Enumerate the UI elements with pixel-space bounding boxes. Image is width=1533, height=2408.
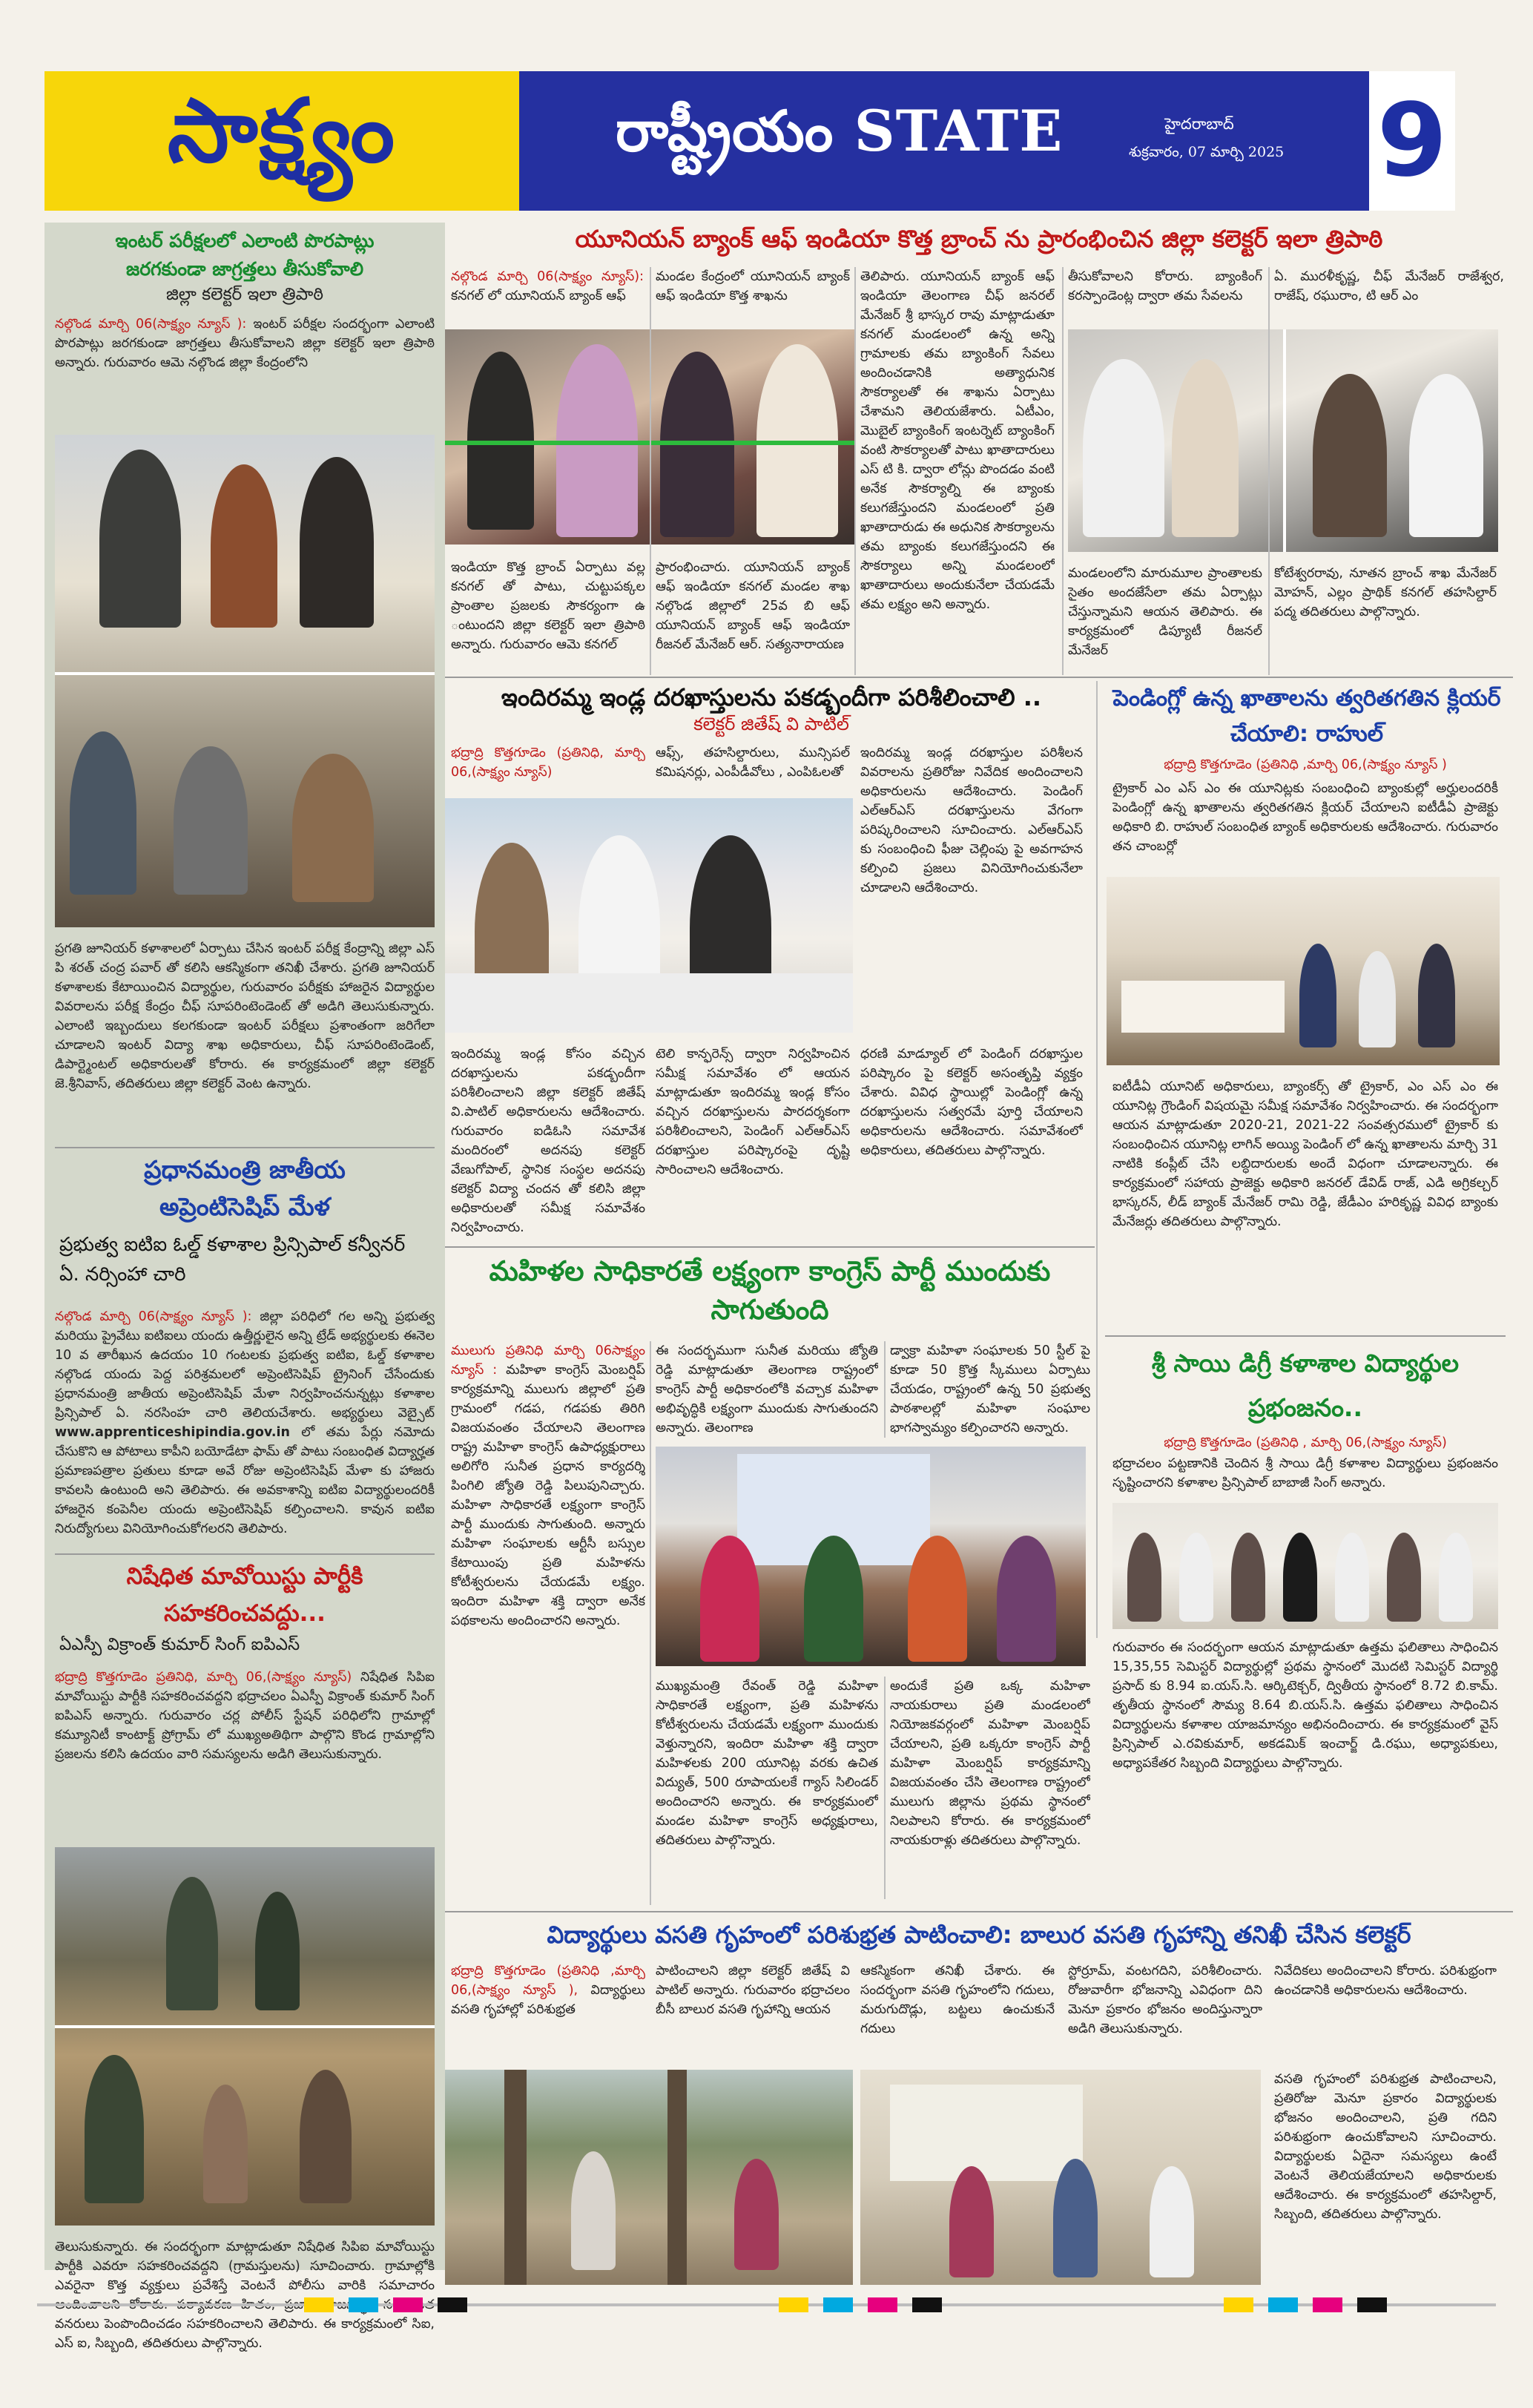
sidebar-story3-dateline: భద్రాద్రి కొత్తగూడెం ప్రతినిధి, మార్చి 06,(సాక్ష్యం న్యూస్) (55, 1670, 352, 1685)
congress-headline: మహిళల సాధికారతే లక్ష్యంగా కాంగ్రెస్ పార్టీ ముందుకు సాగుతుంది (489, 1255, 1051, 1326)
hostel-col4: స్టోర్రూమ్, వంటగదిని, పరిశీలించారు. రోజువారీగా భోజనాన్ని ఎవిధంగా దిని మెనూ ప్రకారం భోజనం అందిస్తున్నారా అడిగి తెలుసుకున్నారు. (1068, 1964, 1262, 2036)
header-city: హైదరాబాద్ (1164, 115, 1234, 133)
sidebar-story3-byline: ఏఎస్పీ విక్రాంత్ కుమార్ సింగ్ ఐపిఎస్ (59, 1635, 300, 1654)
sidebar-story2-body (55, 1307, 435, 1545)
sidebar-story3-body-text: నిషేధిత సిపిఐ మావోయిస్టు పార్టీకి సహకరించవద్దని భద్రాచలం ఏఎస్పీ విక్రాంత్ కుమార్ సింగ్ ఐపిఎస్ అన్నారు. గురువారం చర్ల పోలీస్ స్టేషన్ పరిధిలోని గ్రామాల్లో కమ్యూనిటీ కాంటాక్ట్ ప్రోగ్రామ్ లో ముఖ్యఅతిథిగా పాల్గొని కొండ గ్రామాల్లోని ప్రజలను కలిసి ఉదయం వారి సమస్యలను అడిగి తెలుసుకున్నారు. (55, 1670, 435, 1762)
hostel-col1 (451, 1961, 645, 2058)
sidebar-photo-exam (55, 435, 435, 927)
indiramma-byline: కలెక్టర్ జితేష్ వి పాటిల్ (693, 714, 849, 734)
sidebar-story1-lead (55, 315, 435, 374)
sai-degree-lead: భద్రాచలం పట్టణానికి చెందిన శ్రీ సాయి డిగ్రీ కళాశాల విద్యార్థులు ప్రభంజనం సృష్టించారని కళాశాల ప్రిన్సిపాల్ బాబాజీ సింగ్ అన్నారు. (1112, 1456, 1498, 1490)
sidebar-story2-dateline: నల్గొండ మార్చి 06(సాక్ష్యం న్యూస్ ): (55, 1309, 252, 1324)
hostel-col1-text: విద్యార్థులు వసతి గృహాల్లో పరిశుభ్రత (451, 1983, 645, 2017)
congress-col3: డ్వాక్రా మహిళా సంఘాలకు 50 స్టీల్ పై కూడా 50 క్రొత్త స్కీములు ఏర్పాటు చేయడం, రాష్ట్రంలో ఉన్న 50 ప్రభుత్వ పాఠశాలల్లో మహిళా సంఘాల భాగస్వామ్యం కల్పించారని అన్నారు. (890, 1343, 1090, 1435)
pending-accounts-dateline: భద్రాద్రి కొత్తగూడెం (ప్రతినిధి ,మార్చి 06,(సాక్ష్యం న్యూస్ ) (1164, 757, 1447, 772)
union-bank-lower-col4: మండలంలోని మారుమూల ప్రాంతాలకు సైతం అందజేసేలా తమ ఏర్పాట్లు చేస్తున్నామని ఆయన తెలిపారు. ఈ కార్యక్రమంలో డిప్యూటీ రీజనల్ మేనేజర్ (1068, 566, 1262, 658)
hostel-headline: విద్యార్థులు వసతి గృహంలో పరిశుభ్రత పాటించాలి: బాలుర వసతి గృహాన్ని తనిఖీ చేసిన కలెక్టర్ (547, 1921, 1411, 1949)
sidebar-story2-headline: ప్రధానమంత్రి జాతీయ అప్రెంటిసెషిప్ మేళ (144, 1155, 346, 1221)
header-date: శుక్రవారం, 07 మార్చి 2025 (1129, 144, 1285, 160)
sidebar-story3-headline: నిషేధిత మావోయిస్టు పార్టీకి సహకరించవద్దు... (126, 1563, 363, 1627)
congress-col2: ఈ సందర్భముగా సునీత మరియు జ్యోతి రెడ్డి మాట్లాడుతూ తెలంగాణ రాష్ట్రంలో కాంగ్రెస్ పార్టీ అధికారంలోకి వచ్చాక మహిళా అభివృద్ధికి లక్ష్యంగా ముందుకు సాగుతుందని అన్నారు. తెలంగాణ (656, 1343, 878, 1435)
sidebar-story1-byline: జిల్లా కలెక్టర్ ఇలా త్రిపాఠి (165, 285, 324, 304)
sidebar-story1-dateline: నల్గొండ మార్చి 06(సాక్ష్యం న్యూస్ ): (55, 317, 247, 332)
indiramma-headline: ఇందిరమ్మ ఇండ్ల దరఖాస్తులను పకడ్బందీగా పరిశీలించాలి .. (501, 683, 1042, 711)
sidebar-story2-body-text2: లో తమ పేర్లు నమోదు చేసుకొని ఆ పోటాలు కాపీని బయోడేటా ఫామ్ తో పాటు సంబంధిత విద్యార్హత ప్రమాణపత్రాల ప్రతులు కూడా అవే రోజు అప్రెంటిసెషిప్ మేళా కు హాజరు కావలసి ఉంటుంది అని తెలిపారు. ఈ అవకాశాన్ని ఐటిఐ విద్యార్థులందరికీ హాజరైన కంపెనీల యందు అప్రెంటిసెషిప్ కల్పించాలని. కావున ఐటిఐ నిరుద్యోగులు వినియోగించుకోగలరని తెలిపారు. (55, 1425, 435, 1536)
union-bank-lower-col1: ఇండియా కొత్త బ్రాంచ్ ఏర్పాటు వల్ల కనగల్ తో పాటు, చుట్టుపక్కల ప్రాంతాల ప్రజలకు సౌకర్యంగా ఉ ంటుందని జిల్లా కలెక్టర్ ఇలా త్రిపాఠి అన్నారు. గురువారం ఆమె కనగల్ (451, 560, 645, 652)
sidebar-story2-body-text: జిల్లా పరిధిలో గల అన్ని ప్రభుత్వ మరియు ప్రైవేటు ఐటిఐలు యందు ఉత్తీర్ణులైన అన్ని ట్రేడ్ అభ్యర్థులకు ఈనెల 10 వ తారీఖున ఉదయం 10 గంటలకు ప్రభుత్వ ఐటిఐ, ఓల్డ్ కళాశాల నల్గొండ యందు పెద్ద పరిశ్రమలలో అప్రెంటిసెషిప్ ట్రైనింగ్ చేసేందుకు ప్రధానమంత్రి జాతీయ అప్రెంటిసెషిప్ మేళా నిర్వహించనున్నట్లు కళాశాల ప్రిన్సిపాల్ ఏ. నరసింహ చారి తెలియచేశారు. అభ్యర్థులు వెబ్సైట్ (55, 1309, 435, 1421)
union-bank-lower-col2: ప్రారంభించారు. యూనియన్ బ్యాంక్ ఆఫ్ ఇండియా కనగల్ మండల శాఖ నల్గొండ జిల్లాలో 25వ బి ఆఫ్ యూనియన్ బ్యాంక్ ఆఫ్ ఇండియా రీజనల్ మేనేజర్ ఆర్. సత్యనారాయణ (656, 560, 850, 652)
congress-col1 (451, 1341, 645, 1905)
page-number-box (1369, 71, 1455, 211)
sidebar-story2-website: www.apprenticeshipindia.gov.in (55, 1425, 290, 1440)
print-registration-bar (37, 2296, 1496, 2314)
union-bank-col4: తీసుకోవాలని కోరారు. బ్యాంకింగ్ కరస్పాండెంట్ల ద్వారా తమ సేవలను (1068, 269, 1262, 303)
hostel-dateline: భద్రాద్రి కొత్తగూడెం (ప్రతినిధి ,మార్చి 06,(సాక్ష్యం న్యూస్ ), (451, 1964, 645, 1998)
sidebar-story1-body: ప్రగతి జూనియర్ కళాశాలలో ఏర్పాటు చేసిన ఇంటర్ పరీక్ష కేంద్రాన్ని జిల్లా ఎస్ పి శరత్ చంద్ర పవార్ తో కలిసి ఆకస్మికంగా తనిఖీ చేశారు. ప్రగతి జూనియర్ కళాశాలకు కేటాయించిన విద్యార్థుల, గురువారం పరీక్షకు హాజరైన విద్యార్థుల వివరాలను పరీక్ష కేంద్రం చీఫ్ సూపరింటెండెంట్ తో అడిగి తెలుసుకున్నారు. ఎలాంటి ఇబ్బందులు కలగకుండా ఇంటర్ పరీక్షలు ప్రశాంతంగా జరిగేలా చూడాలని ఇంటర్ విద్యా శాఖ అధికారులు, చీఫ్ సూపరింటెండెంట్, డిపార్ట్మెంటల్ అధికారులతో కోరారు. ఈ కార్యక్రమంలో జిల్లా కలెక్టర్ జె.శ్రీనివాస్, తదితరులు జిల్లా కలెక్టర్ వెంట ఉన్నారు. (55, 941, 435, 1091)
sai-degree-body: గురువారం ఈ సందర్భంగా ఆయన మాట్లాడుతూ ఉత్తమ ఫలితాలు సాధించిన 15,35,55 సెమిస్టర్ విద్యార్థుల్లో ప్రథమ స్థానంలో మొదటి సెమిస్టర్ విద్యార్థి ప్రసాద్ కు 8.94 ఐ.యస్.సి. ఆర్కిటెక్చర్, ద్వితీయ స్థానంలో 8.72 బి.కామ్. తృతీయ స్థానంలో సౌమ్య 8.64 బి.యస్.సి. ఉత్తమ ఫలితాలు సాధించిన విద్యార్థులను కళాశాల యాజమాన్యం అభినందించారు. ఈ కార్యక్రమంలో వైస్ ప్రిన్సిపాల్ ఎ.రవికుమార్, అకడమిక్ ఇంచార్జ్ డి.రఘు, అధ్యాపకులు, అధ్యాపకేతర సిబ్బంది విద్యార్థులు పాల్గొన్నారు. (1112, 1640, 1498, 1771)
hostel-photo-room (860, 2070, 1261, 2285)
union-bank-headline: యూనియన్ బ్యాంక్ ఆఫ్ ఇండియా కొత్త బ్రాంచ్ ను ప్రారంభించిన జిల్లా కలెక్టర్ ఇలా త్రిపాఠి (575, 225, 1383, 253)
congress-lower-col2: ముఖ్యమంత్రి రేవంత్ రెడ్డి మహిళా సాధికారతే లక్ష్యంగా, ప్రతి మహిళను కోటీశ్వరులను చేయడమే లక్ష్యంగా ముందుకు వెళ్తున్నారని, ఇందిరా మహిళా శక్తి ద్వారా మహిళలకు 200 యూనిట్ల వరకు ఉచిత విద్యుత్, 500 రూపాయలకే గ్యాస్ సిలిండర్ అందించారని అన్నారు. ఈ కార్యక్రమంలో మండల మహిళా కాంగ్రెస్ అధ్యక్షురాలు, తదితరులు పాల్గొన్నారు. (656, 1679, 878, 1848)
congress-dateline: ములుగు ప్రతినిధి మార్చి 06సాక్ష్యం న్యూస్ : (451, 1343, 645, 1378)
indiramma-lower-col3: ధరణి మాడ్యూల్ లో పెండింగ్ దరఖాస్తుల పరిష్కారం పై కలెక్టర్ అసంతృప్తి వ్యక్తం చేశారు. వివిధ స్థాయిల్లో పెండింగ్లో ఉన్న దరఖాస్తులను సత్వరమే పూర్తి చేయాలని అధికారులను ఆదేశించారు. సమావేశంలో అధికారులు, తదితరులు పాల్గొన్నారు. (860, 1047, 1083, 1158)
pending-accounts-headline: పెండింగ్లో ఉన్న ఖాతాలను త్వరితగతిన క్లియర్ చేయాలి: రాహుల్ (1112, 685, 1501, 747)
indiramma-lower-col1: ఇందిరమ్మ ఇండ్ల కోసం వచ్చిన దరఖాస్తులను పకడ్బందీగా పరిశీలించాలని జిల్లా కలెక్టర్ జితేష్ వి.పాటిల్ అధికారులను ఆదేశించారు. గురువారం ఐడిఓసి సమావేశ మందిరంలో అదనపు కలెక్టర్ వేణుగోపాల్, స్థానిక సంస్థల అదనపు కలెక్టర్ విద్యా చందన తో కలిసి జిల్లా అధికారులతో సమీక్ష సమావేశం నిర్వహించారు. (451, 1047, 645, 1235)
hostel-col2: పాటించాలని జిల్లా కలెక్టర్ జితేష్ వి పాటిల్ అన్నారు. గురువారం భద్రాచలం బీసీ బాలుర వసతి గృహాన్ని ఆయన (656, 1964, 850, 2017)
congress-photo-women (656, 1447, 1086, 1666)
union-bank-col1 (451, 267, 644, 326)
indiramma-photo-review (445, 798, 853, 1033)
sai-degree-dateline: భద్రాద్రి కొత్తగూడెం (ప్రతినిధి , మార్చి 06,(సాక్ష్యం న్యూస్) (1164, 1435, 1447, 1450)
pending-accounts-body: ఐటీడీఏ యూనిట్ అధికారులు, బ్యాంకర్స్ తో ట్రైకార్, ఎం ఎస్ ఎం ఈ యూనిట్ల గ్రౌండింగ్ విషయమై సమీక్ష సమావేశం నిర్వహించారు. ఈ సందర్భంగా ఆయన మాట్లాడుతూ 2020-21, 2021-22 సంవత్సరములో ట్రైకార్ కు సంబంధించిన యూనిట్ల లాగిన్ అయ్యి పెండింగ్ లో ఉన్న ఖాతాలను మార్చి 31 నాటికి కంప్లీట్ చేసి లబ్ధిదారులకు అందే విధంగా చూడాలన్నారు. ఈ కార్యక్రమంలో సహాయ ప్రాజెక్టు అధికారి జనరల్ డేవిడ్ రాజ్, ఎడి అగ్రికల్చర్ భాస్కరన్, లీడ్ బ్యాంక్ మేనేజర్ రామి రెడ్డి, జేడీఎం హరికృష్ణ వివిధ బ్యాంకు మేనేజర్లు తదితరులు పాల్గొన్నారు. (1112, 1079, 1498, 1229)
section-title: రాష్ట్రీయం STATE (616, 98, 1064, 164)
masthead-box (44, 71, 519, 211)
masthead-title: సాక్ష్యం (167, 79, 397, 182)
hostel-lower: వసతి గృహంలో పరిశుభ్రత పాటించాలని, ప్రతిరోజు మెనూ ప్రకారం విద్యార్థులకు భోజనం అందించాలని, ప్రతి గదిని పరిశుభ్రంగా ఉంచుకోవాలని సూచించారు. విద్యార్థులకు ఏదైనా సమస్యలు ఉంటే వెంటనే తెలియజేయాలని అధికారులకు ఆదేశించారు. ఈ కార్యక్రమంలో తహసిల్దార్, సిబ్బంది, తదితరులు పాల్గొన్నారు. (1274, 2072, 1497, 2222)
union-bank-col3: తెలిపారు. యూనియన్ బ్యాంక్ ఆఫ్ ఇండియా తెలంగాణ చీఫ్ జనరల్ మేనేజర్ శ్రీ భాస్కర రావు మాట్లాడుతూ కనగల్ మండలంలో ఉన్న అన్ని గ్రామాలకు తమ బ్యాంకింగ్ సేవలు అందించడానికి అత్యాధునిక సౌకర్యాలతో ఈ శాఖను ఏర్పాటు చేశామని తెలియజేశారు. ఏటీఎం, మొబైల్ బ్యాంకింగ్ ఇంటర్నెట్ బ్యాంకింగ్ వంటి సౌకర్యాలతో పాటు ఖాతాదారులు ఎస్ టి కి. ద్వారా లోన్లు పొందడం వంటి అనేక సౌకర్యాల్ని ఈ బ్యాంకు కలుగజేస్తుందని మండలంలో ప్రతి ఖాతాదారుడు ఈ అధునిక సౌకర్యాలను తమ బ్యాంకు కలుగజేస్తుందని ఈ సౌకర్యాలు అన్ని మండలంలో ఖాతాదారులు అందుకునేలా చేయడమే తమ లక్ష్యం అని అన్నారు. (860, 269, 1055, 612)
sidebar-photo-police (55, 1847, 435, 2226)
indiramma-col2: ఆఫ్స్, తహసిల్దారులు, మున్సిపల్ కమిషనర్లు, ఎంపీడీవోలు , ఎంపిఓలతో (656, 746, 850, 780)
indiramma-lower-col2: టెలి కాన్ఫరెన్స్ ద్వారా నిర్వహించిన సమీక్ష సమావేశం లో ఆయన మాట్లాడుతూ ఇందిరమ్మ ఇండ్ల కోసం వచ్చిన దరఖాస్తులను పారదర్శకంగా పరిశీలించాలని, పెండింగ్ ఎల్ఆర్ఎస్ దరఖాస్తుల పరిష్కారంపై దృష్టి సారించాలని ఆదేశించారు. (656, 1047, 850, 1177)
union-bank-dateline: నల్గొండ మార్చి 06(సాక్ష్యం న్యూస్): (451, 269, 644, 284)
union-bank-col1-text: కనగల్ లో యూనియన్ బ్యాంక్ ఆఫ్ (451, 289, 626, 303)
sidebar-story2-subhead: ప్రభుత్వ ఐటిఐ ఓల్డ్ కళాశాల ప్రిన్సిపాల్ కన్వీనర్ ఏ. నర్సింహా చారి (59, 1234, 406, 1286)
pending-accounts-photo-meeting (1107, 877, 1500, 1065)
union-bank-col5: ఏ. మురళీకృష్ణ, చీఫ్ మేనేజర్ రాజేశ్వర, రాజేష్, రఘురాం, టి ఆర్ ఎం (1274, 269, 1504, 303)
hostel-col5: నివేదికలు అందించాలని కోరారు. పరిశుభ్రంగా ఉంచడానికి అధికారులను ఆదేశించారు. (1274, 1964, 1497, 1998)
union-bank-col2: మండల కేంద్రంలో యూనియన్ బ్యాంక్ ఆఫ్ ఇండియా కొత్త శాఖను (656, 269, 850, 303)
congress-col1-text: మహిళా కాంగ్రెస్ మెంబర్షిప్ కార్యక్రమాన్ని ములుగు జిల్లాలో ప్రతి గ్రామంలో గడప, గడపకు తిరిగి విజయవంతం చేయాలని తెలంగాణ రాష్ట్ర మహిళా కాంగ్రెస్ ఉపాధ్యక్షురాలు అలిగోరి సునీత ప్రధాన కార్యదర్శి పింగిలి జ్యోతి రెడ్డి పిలుపునిచ్చారు. మహిళా సాధికారతే లక్ష్యంగా కాంగ్రెస్ పార్టీ ముందుకు సాగుతుంది. అన్నారు మహిళా సంఘాలకు ఆర్టీసీ బస్సుల కేటాయింపు ప్రతి మహిళను కోటీశ్వరులను చేయడమే లక్ష్యం. ఇందిరా మహిళా శక్తి ద్వారా అనేక పథకాలను అందించారని అన్నారు. (451, 1363, 645, 1628)
sai-degree-headline: శ్రీ సాయి డిగ్రీ కళాశాల విద్యార్థుల ప్రభంజనం.. (1151, 1349, 1460, 1422)
sai-degree-photo-students (1112, 1503, 1498, 1629)
page-number: 9 (1377, 82, 1448, 200)
sidebar-story1-lead-text: ఇంటర్ పరీక్షల సందర్భంగా ఎలాంటి పొరపాట్లు జరగకుండా జాగ్రత్తలు తీసుకోవాలని జిల్లా కలెక్టర్ ఇలా త్రిపాఠి అన్నారు. గురువారం ఆమె నల్గొండ జిల్లా కేంద్రంలోని (55, 317, 435, 370)
sidebar-story3-body2: తెలుసుకున్నారు. ఈ సందర్భంగా మాట్లాడుతూ నిషేధిత సిపిఐ మావోయిస్టు పార్టీకి ఎవరూ సహకరించవద్దని (గ్రామస్తులను) సూచించారు. గ్రామాల్లోకి ఎవరైనా కొత్త వ్యక్తులు ప్రవేశిస్తే వెంటనే పోలీసు వారికి సమాచారం వనరులు పెంపొందించడం సహకరించాలని తెలిపారు. ఈ కార్యక్రమంలో సిఐ, ఎస్ ఐ, సిబ్బంది, తదితరులు పాల్గొన్నారు. (55, 2240, 435, 2351)
union-bank-photo-counter (1068, 329, 1498, 552)
pending-accounts-lead: ట్రైకార్ ఎం ఎస్ ఎం ఈ యూనిట్లకు సంబంధించి బ్యాంకుల్లో అర్హులందరికీ పెండింగ్లో ఉన్న ఖాతాలను త్వరితగతిన క్లియర్ చేయాలని ఐటీడీఏ ప్రాజెక్టు అధికారి బి. రాహుల్ సంబంధిత బ్యాంక్ అధికారులకు ఆదేశించారు. గురువారం తన చాంబర్లో (1112, 781, 1498, 854)
sidebar-story3-body (55, 1668, 435, 1835)
hostel-col3: ఆకస్మికంగా తనిఖీ చేశారు. ఈ సందర్భంగా వసతి గృహంలోని గదులు, మరుగుదొడ్లు, బట్టలు ఉంచుకునే గదులు (860, 1964, 1055, 2036)
union-bank-lower-col5: కోటేశ్వరరావు, నూతన బ్రాంచ్ శాఖ మేనేజర్ మోహన్, ఎల్లం ప్రాథిక్ కనగల్ తహసిల్దార్ పద్మ తదితరులు పాల్గొన్నారు. (1274, 566, 1497, 619)
header-date-block (1129, 110, 1285, 177)
sidebar (44, 223, 445, 2351)
sidebar-story1-headline: ఇంటర్ పరీక్షలలో ఎలాంటి పొరపాట్లు జరగకుండా జాగ్రత్తలు తీసుకోవాలి (115, 230, 375, 280)
indiramma-dateline: భద్రాద్రి కొత్తగూడెం (ప్రతినిధి, మార్చి 06,(సాక్ష్యం న్యూస్) (451, 746, 645, 780)
header-band (519, 71, 1369, 211)
indiramma-col3: ఇందిరమ్మ ఇండ్ల దరఖాస్తుల పరిశీలన వివరాలను ప్రతిరోజు నివేదిక అందించాలని అధికారులను ఆదేశించారు. పెండింగ్ ఎల్ఆర్ఎస్ దరఖాస్తులను వేగంగా పరిష్కరించాలని సూచించారు. ఎల్ఆర్ఎస్ కు సంబంధించి ఫీజు చెల్లింపు పై అవగాహన కల్పించి ప్రజలు వినియోగించుకునేలా చూడాలని ఆదేశించారు. (860, 746, 1083, 895)
congress-lower-col3: అందుకే ప్రతి ఒక్క మహిళా నాయకురాలు ప్రతి మండలంలో నియోజకవర్గంలో మహిళా మెంబర్షిప్ చేయాలని, ప్రతి ఒక్కరూ కాంగ్రెస్ పార్టీ మహిళా మెంబర్షిప్ కార్యక్రమాన్ని విజయవంతం చేసి తెలంగాణ రాష్ట్రంలో ములుగు జిల్లాను ప్రథమ స్థానంలో నిలపాలని కోరారు. ఈ కార్యక్రమంలో నాయకురాళ్లు తదితరులు పాల్గొన్నారు. (890, 1679, 1090, 1848)
hostel-photo-outdoor (445, 2070, 853, 2285)
